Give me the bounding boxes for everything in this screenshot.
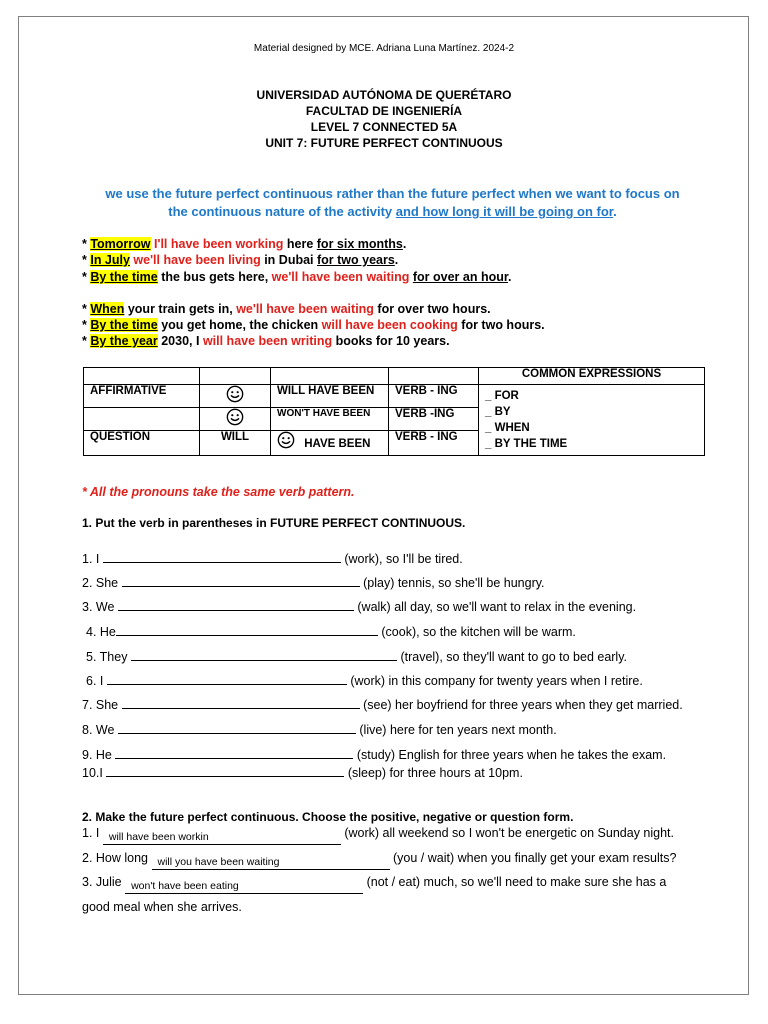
smiley-icon bbox=[277, 431, 295, 449]
answer-blank[interactable] bbox=[118, 721, 356, 734]
answer-field[interactable]: will you have been waiting bbox=[152, 856, 390, 870]
answer-blank[interactable] bbox=[122, 574, 360, 587]
example-3: * By the time the bus gets here, we'll have been waiting for over an hour. bbox=[82, 270, 512, 284]
answer-blank[interactable] bbox=[106, 764, 344, 777]
example-4: * When your train gets in, we'll have been waiting for over two hours. bbox=[82, 302, 491, 316]
smiley-icon bbox=[226, 408, 244, 426]
exercise-1-item: 2. She (play) tennis, so she'll be hungry. bbox=[82, 576, 545, 590]
affirmative-aux: WILL HAVE BEEN bbox=[271, 385, 389, 408]
answer-field[interactable]: will have been workin bbox=[103, 831, 341, 845]
question-have-been: HAVE BEEN bbox=[304, 438, 371, 451]
exercise-2-item: 3. Julie won't have been eating (not / eat) much, so we'll need to make sure she has a bbox=[82, 875, 667, 892]
exercise-1-item: 3. We (walk) all day, so we'll want to relax in the evening. bbox=[82, 600, 637, 614]
exercise-1-item: 1. I (work), so I'll be tired. bbox=[82, 552, 463, 566]
negative-verb: VERB -ING bbox=[389, 408, 479, 431]
pronoun-note: * All the pronouns take the same verb pattern. bbox=[82, 485, 355, 499]
table-header: COMMON EXPRESSIONS bbox=[479, 368, 705, 385]
exercise-1-item: 4. He (cook), so the kitchen will be warm. bbox=[86, 625, 576, 639]
smiley-icon bbox=[226, 385, 244, 403]
expression-item: _ BY bbox=[485, 406, 511, 418]
exercise-1-item: 9. He (study) English for three years when he takes the exam. bbox=[82, 748, 667, 762]
expression-item: _ BY THE TIME bbox=[485, 438, 568, 450]
affirmative-verb: VERB - ING bbox=[389, 385, 479, 408]
expression-item: _ WHEN bbox=[485, 422, 530, 434]
question-verb: VERB - ING bbox=[389, 431, 479, 456]
answer-blank[interactable] bbox=[107, 672, 347, 685]
answer-blank[interactable] bbox=[115, 746, 353, 759]
example-6: * By the year 2030, I will have been writing books for 10 years. bbox=[82, 334, 450, 348]
exercise-1-item: 10.I (sleep) for three hours at 10pm. bbox=[82, 766, 523, 780]
exercise-1-item: 7. She (see) her boyfriend for three years when they get married. bbox=[82, 698, 683, 712]
answer-blank[interactable] bbox=[131, 648, 397, 661]
unit-title: UNIT 7: FUTURE PERFECT CONTINUOUS bbox=[265, 136, 503, 150]
exercise-2-title: 2. Make the future perfect continuous. Choose the positive, negative or question form. bbox=[82, 810, 574, 824]
answer-blank[interactable] bbox=[116, 623, 378, 636]
row-label-question: QUESTION bbox=[84, 431, 200, 456]
row-label-affirmative: AFFIRMATIVE bbox=[84, 385, 200, 408]
example-5: * By the time you get home, the chicken will have been cooking for two hours. bbox=[82, 318, 545, 332]
common-expressions bbox=[479, 385, 705, 456]
answer-field[interactable]: won't have been eating bbox=[125, 880, 363, 894]
exercise-1-item: 6. I (work) in this company for twenty years when I retire. bbox=[86, 674, 643, 688]
exercise-1-title: 1. Put the verb in parentheses in FUTURE PERFECT CONTINUOUS. bbox=[82, 516, 466, 530]
exercise-1-item: 5. They (travel), so they'll want to go to bed early. bbox=[86, 650, 628, 664]
example-2: * In July we'll have been living in Dubai for two years. bbox=[82, 253, 399, 267]
exercise-2-continuation: good meal when she arrives. bbox=[82, 900, 242, 914]
answer-blank[interactable] bbox=[103, 550, 341, 563]
intro-line-2: the continuous nature of the activity and how long it will be going on for. bbox=[168, 204, 617, 219]
exercise-1-item: 8. We (live) here for ten years next month. bbox=[82, 723, 557, 737]
answer-blank[interactable] bbox=[122, 696, 360, 709]
credit-line: Material designed by MCE. Adriana Luna Martínez. 2024-2 bbox=[253, 43, 515, 54]
example-1: * Tomorrow I'll have been working here for six months. bbox=[82, 237, 407, 251]
negative-aux: WON'T HAVE BEEN bbox=[271, 408, 389, 431]
grammar-table bbox=[83, 367, 705, 456]
exercise-2-item: 1. I will have been workin (work) all weekend so I won't be energetic on Sunday night. bbox=[82, 826, 675, 843]
university-name: UNIVERSIDAD AUTÓNOMA DE QUERÉTARO bbox=[256, 88, 512, 102]
page-border bbox=[18, 16, 749, 995]
answer-blank[interactable] bbox=[118, 598, 354, 611]
faculty-name: FACULTAD DE INGENIERÍA bbox=[305, 104, 463, 118]
intro-line-1: we use the future perfect continuous rather than the future perfect when we want to focus on bbox=[105, 186, 680, 201]
question-aux: WILL bbox=[200, 431, 271, 456]
expression-item: _ FOR bbox=[485, 390, 519, 402]
level-title: LEVEL 7 CONNECTED 5A bbox=[310, 120, 458, 134]
exercise-2-item: 2. How long will you have been waiting (you / wait) when you finally get your exam results? bbox=[82, 851, 677, 868]
